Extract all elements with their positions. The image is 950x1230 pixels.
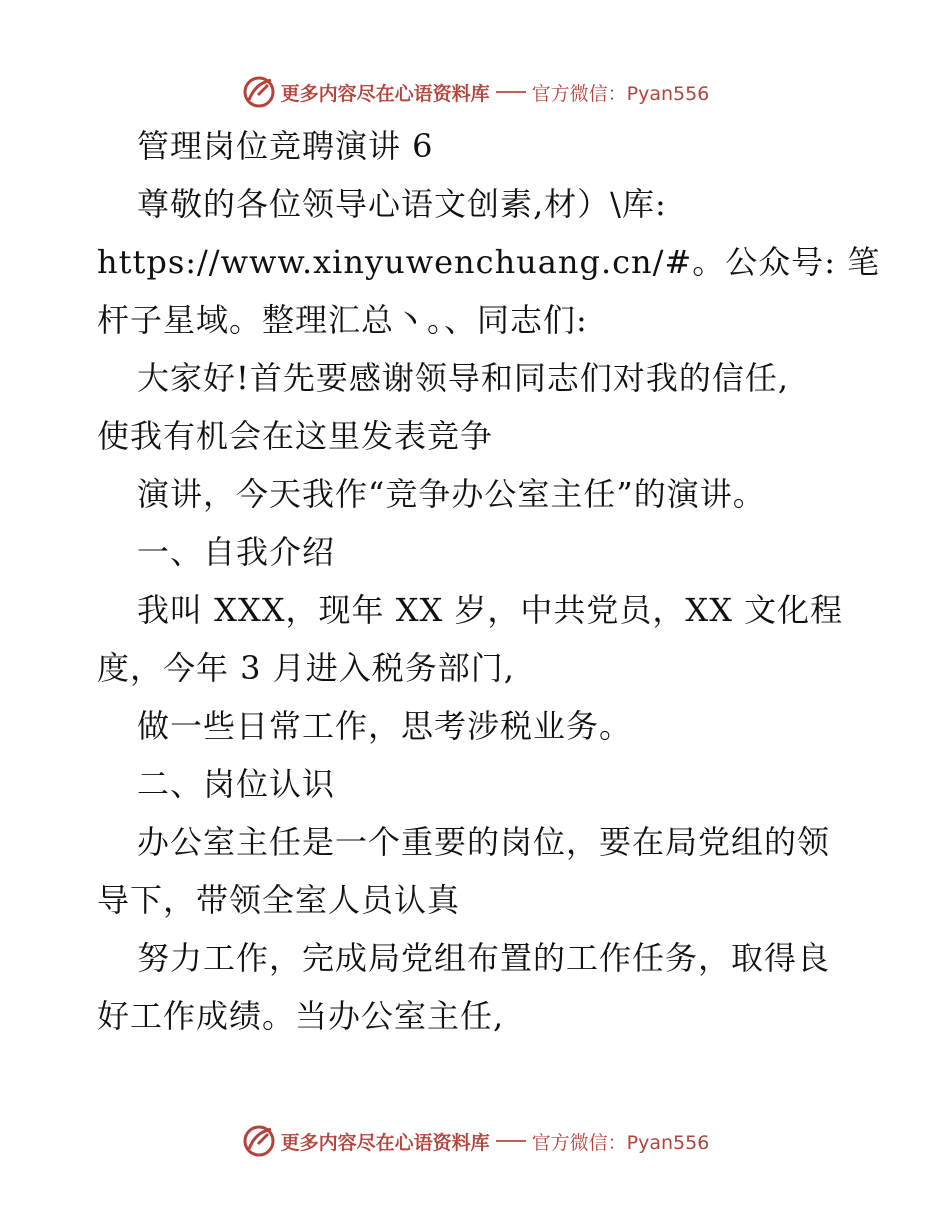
doc-line: 办公室主任是一个重要的岗位，要在局党组的领: [137, 823, 831, 861]
doc-line: 好工作成绩。当办公室主任,: [97, 997, 505, 1035]
header-banner-dash: [496, 91, 526, 93]
doc-line: 杆子星域。整理汇总丶。、同志们:: [97, 301, 588, 339]
doc-line: 我叫 XXX，现年 XX 岁，中共党员，XX 文化程: [137, 591, 844, 629]
footer-banner-wechat: 官方微信：Pyan556: [531, 1131, 710, 1154]
pen-swirl-logo-icon: [241, 1123, 277, 1159]
footer-banner: [0, 1119, 950, 1163]
doc-line: 使我有机会在这里发表竞争: [97, 417, 494, 455]
pen-swirl-logo-icon: [241, 74, 277, 110]
header-banner-wechat: 官方微信：Pyan556: [531, 82, 710, 105]
doc-line: 做一些日常工作，思考涉税业务。: [137, 707, 633, 745]
header-banner: [0, 70, 950, 114]
doc-line: https://www.xinyuwenchuang.cn/#。公众号: 笔: [97, 243, 881, 281]
section-heading-self-intro: 一、自我介绍: [137, 533, 336, 571]
doc-line: 努力工作，完成局党组布置的工作任务，取得良: [137, 939, 831, 977]
header-banner-inner: [241, 74, 710, 110]
doc-line: 度，今年 3 月进入税务部门,: [97, 649, 515, 687]
footer-banner-text: 更多内容尽在心语资料库: [280, 1131, 490, 1154]
doc-line: 大家好!首先要感谢领导和同志们对我的信任,: [137, 359, 790, 397]
document-body: [97, 117, 881, 1045]
header-banner-text: 更多内容尽在心语资料库: [280, 82, 490, 105]
footer-banner-inner: [241, 1123, 710, 1159]
doc-line: 导下，带领全室人员认真: [97, 881, 461, 919]
footer-banner-dash: [496, 1140, 526, 1142]
section-heading-position: 二、岗位认识: [137, 765, 336, 803]
doc-title: 管理岗位竞聘演讲 6: [137, 127, 434, 165]
doc-line: 尊敬的各位领导心语文创素,材）\库:: [137, 185, 667, 223]
doc-line: 演讲，今天我作“竞争办公室主任”的演讲。: [137, 475, 766, 513]
